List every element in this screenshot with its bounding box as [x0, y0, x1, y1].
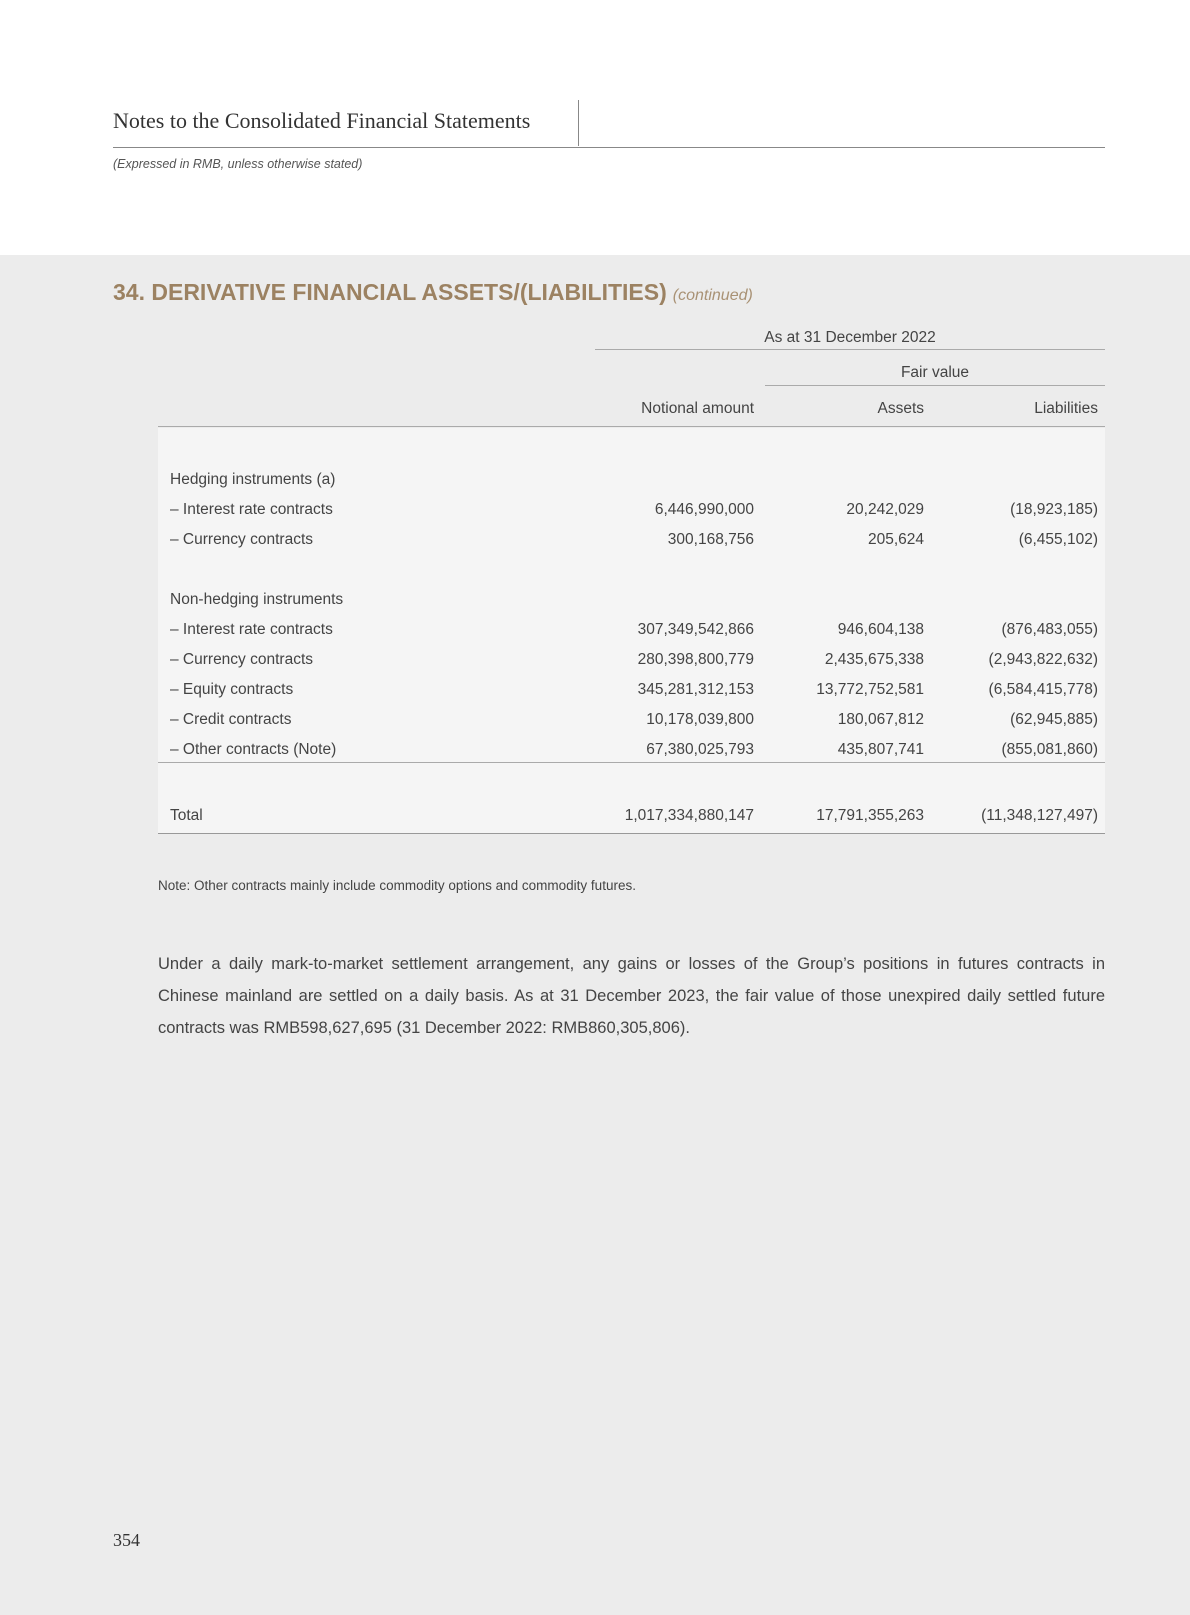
table-cell-notional: 307,349,542,866: [637, 621, 754, 638]
running-header-title: Notes to the Consolidated Financial Statements: [113, 108, 531, 133]
column-header-notional: Notional amount: [641, 400, 754, 417]
table-row-label: – Equity contracts: [170, 681, 294, 698]
header-divider: [578, 100, 579, 146]
table-cell-liabilities: (18,923,185): [1010, 501, 1098, 518]
body-paragraph: Under a daily mark-to-market settlement arrangement, any gains or losses of the Group’s positions in futures contracts in Chinese mainland are settled on a daily basis. As at 31 December 2023, the fair value of those unexpired daily settled future contracts was RMB598,627,695 (31 December 2022: RMB860,305,806).: [158, 955, 1105, 1037]
table-row-label: – Interest rate contracts: [170, 501, 333, 518]
table-row-label: – Interest rate contracts: [170, 621, 333, 638]
table-note: Note: Other contracts mainly include commodity options and commodity futures.: [158, 878, 636, 893]
header-subtitle: (Expressed in RMB, unless otherwise stated): [113, 157, 363, 171]
fair-value-header: Fair value: [900, 364, 970, 381]
section-continued: (continued): [672, 287, 753, 304]
table-cell-liabilities: (62,945,885): [1010, 711, 1098, 728]
total-assets: 17,791,355,263: [816, 807, 924, 824]
fair-value-rule: [765, 385, 1105, 386]
table-cell-notional: 345,281,312,153: [637, 681, 754, 698]
table-row-label: – Currency contracts: [170, 651, 313, 668]
column-header-assets: Assets: [877, 400, 924, 417]
total-bottom-rule: [158, 833, 1105, 834]
table-cell-assets: 435,807,741: [837, 741, 924, 758]
section-title-text: 34. DERIVATIVE FINANCIAL ASSETS/(LIABILITIES): [113, 279, 667, 305]
period-rule: [595, 349, 1105, 350]
table-cell-notional: 67,380,025,793: [646, 741, 754, 758]
table-cell-assets: 13,772,752,581: [816, 681, 924, 698]
table-row-label: – Currency contracts: [170, 531, 313, 548]
table-cell-assets: 180,067,812: [837, 711, 924, 728]
table-cell-notional: 10,178,039,800: [646, 711, 754, 728]
table-cell-notional: 6,446,990,000: [654, 501, 754, 518]
table-cell-liabilities: (855,081,860): [1001, 741, 1098, 758]
group-label: Hedging instruments (a): [170, 471, 336, 488]
page-number: 354: [113, 1530, 140, 1550]
table-cell-liabilities: (6,455,102): [1018, 531, 1098, 548]
table-cell-liabilities: (876,483,055): [1001, 621, 1098, 638]
section-title: [113, 279, 753, 306]
header-rule: [113, 147, 1105, 148]
table-cell-liabilities: (2,943,822,632): [988, 651, 1098, 668]
table-cell-assets: 205,624: [867, 531, 924, 548]
header-bottom-rule: [158, 426, 1105, 427]
group-label: Non-hedging instruments: [170, 591, 344, 608]
total-notional: 1,017,334,880,147: [624, 807, 754, 824]
table-cell-assets: 946,604,138: [837, 621, 924, 638]
table-row-label: – Credit contracts: [170, 711, 292, 728]
table-cell-assets: 20,242,029: [846, 501, 924, 518]
column-header-liabilities: Liabilities: [1034, 400, 1098, 417]
total-liabilities: (11,348,127,497): [981, 807, 1098, 824]
table-cell-liabilities: (6,584,415,778): [988, 681, 1098, 698]
table-cell-assets: 2,435,675,338: [824, 651, 924, 668]
period-header: As at 31 December 2022: [764, 329, 936, 346]
table-cell-notional: 280,398,800,779: [637, 651, 754, 668]
total-label: Total: [170, 807, 203, 824]
subtotal-rule: [158, 762, 1105, 763]
table-row-label: – Other contracts (Note): [170, 741, 337, 758]
table-cell-notional: 300,168,756: [667, 531, 754, 548]
